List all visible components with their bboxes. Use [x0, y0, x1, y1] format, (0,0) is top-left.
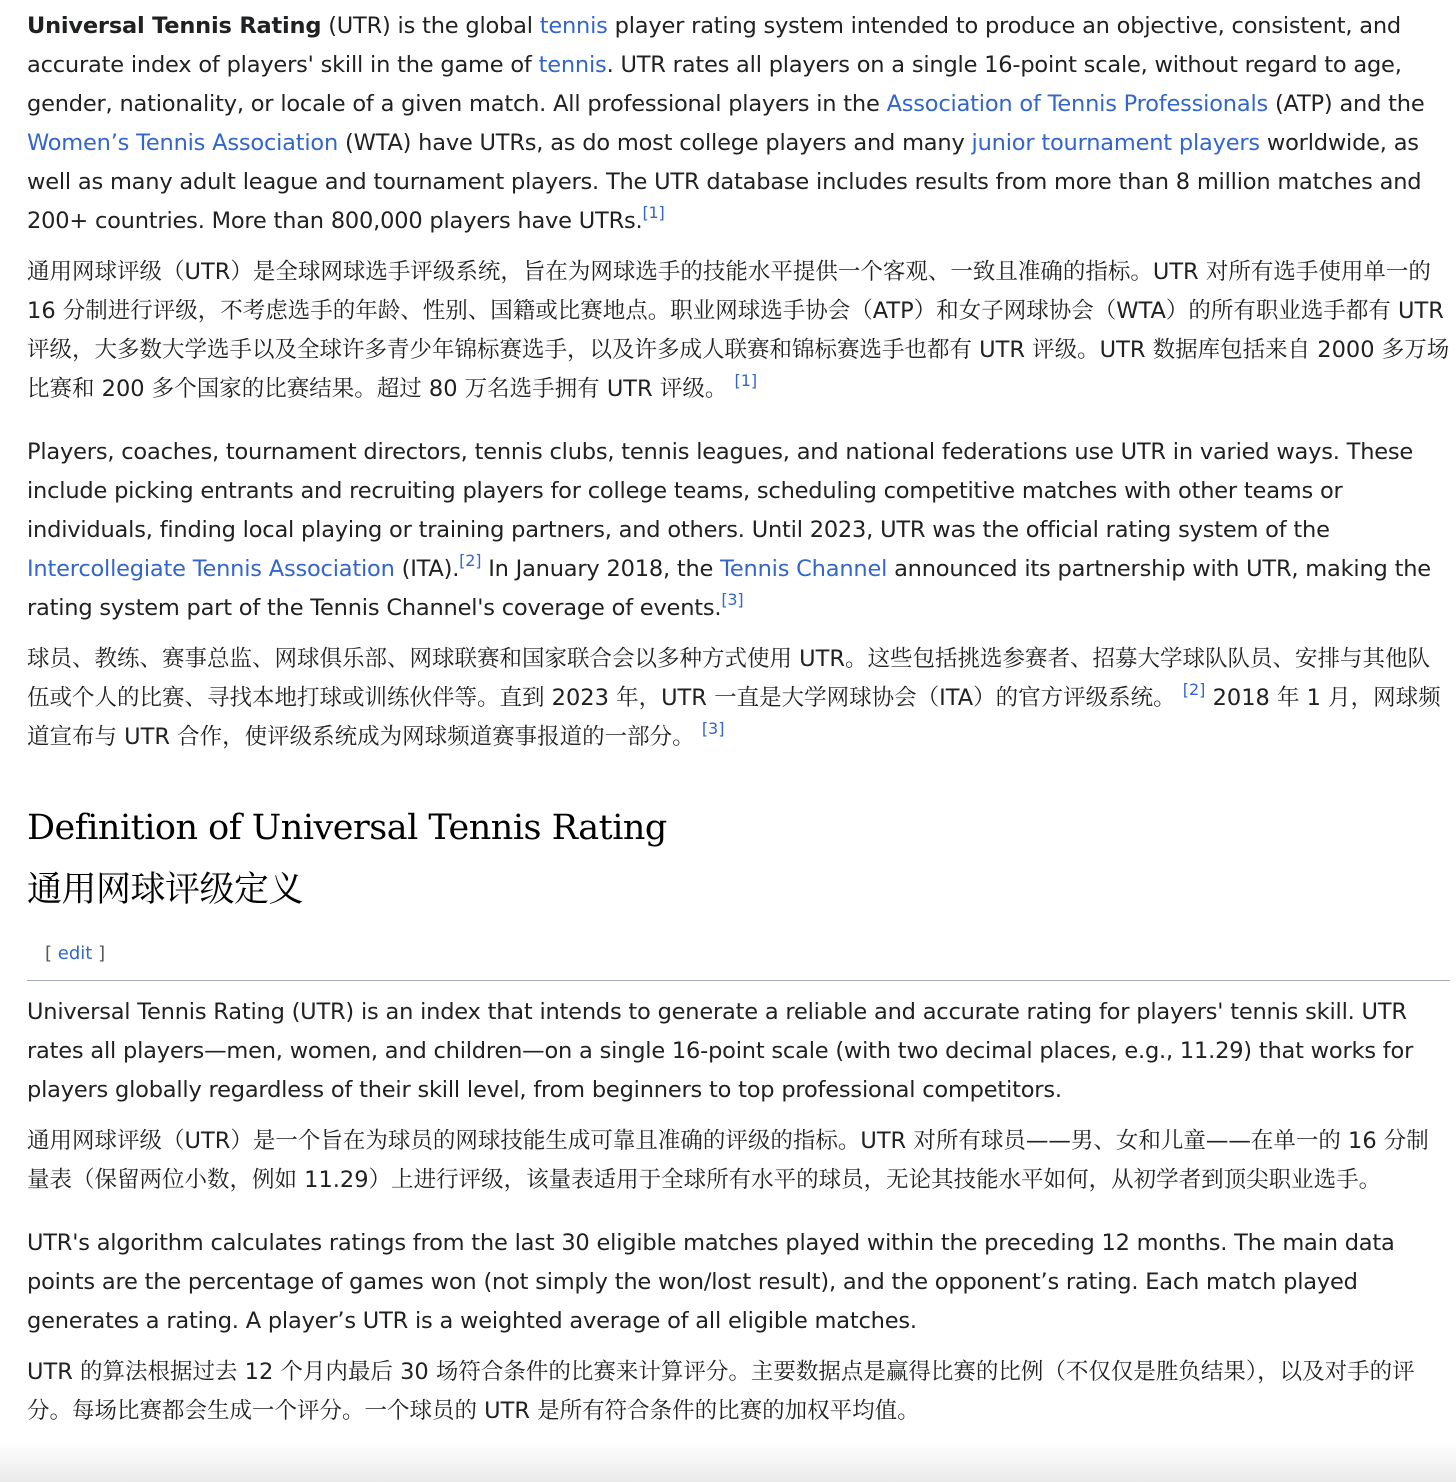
reference-2-zh[interactable]: [2]	[1182, 679, 1206, 699]
link-junior-players[interactable]: junior tournament players	[971, 130, 1260, 156]
definition-paragraph-en: Universal Tennis Rating (UTR) is an index that intends to generate a reliable and accurate rating for players' tennis skill. UTR rates all players—men, women, and children—on a single 16-point scale (with two decimal places, e.g., 11.29) that works for players globally regardless of their skill level, from beginners to top professional competitors.	[27, 999, 1414, 1103]
bottom-fade	[0, 1442, 1456, 1482]
definition-paragraph-zh: 通用网球评级（UTR）是一个旨在为球员的网球技能生成可靠且准确的评级的指标。UTR 对所有球员——男、女和儿童——在单一的 16 分制量表（保留两位小数，例如 11.29）上进行评级，该量表适用于全球所有水平的球员，无论其技能水平如何，从初学者到顶尖职业选手。	[27, 1128, 1429, 1193]
reference-1[interactable]: [1]	[642, 202, 665, 222]
section-heading-en: Definition of Universal Tennis Rating	[27, 808, 667, 848]
section-heading-zh: 通用网球评级定义	[27, 870, 304, 910]
usage-paragraph-zh: 球员、教练、赛事总监、网球俱乐部、网球联赛和国家联合会以多种方式使用 UTR。这些包括挑选参赛者、招募大学球队队员、安排与其他队伍或个人的比赛、寻找本地打球或训练伙伴等。直到 2023 年，UTR 一直是大学网球协会（ITA）的官方评级系统。 [2] 2018 年 1 月，网球频道宣布与 UTR 合作，使评级系统成为网球频道赛事报道的一部分。 [3]	[27, 646, 1441, 750]
link-tennis-game[interactable]: tennis	[538, 52, 607, 78]
reference-1-zh[interactable]: [1]	[734, 370, 758, 390]
article-content	[27, 0, 1450, 1431]
reference-3-zh[interactable]: [3]	[701, 718, 725, 738]
edit-link[interactable]: edit	[57, 943, 93, 964]
reference-3[interactable]: [3]	[721, 589, 744, 609]
intro-paragraph-zh: 通用网球评级（UTR）是全球网球选手评级系统，旨在为网球选手的技能水平提供一个客观、一致且准确的指标。UTR 对所有选手使用单一的 16 分制进行评级，不考虑选手的年龄、性别、国籍或比赛地点。职业网球选手协会（ATP）和女子网球协会（WTA）的所有职业选手都有 UTR 评级，大多数大学选手以及全球许多青少年锦标赛选手，以及许多成人联赛和锦标赛选手也都有 UTR 评级。UTR 数据库包括来自 2000 多万场比赛和 200 多个国家的比赛结果。超过 80 万名选手拥有 UTR 评级。 [1]	[27, 259, 1450, 402]
intro-paragraph-en: Universal Tennis Rating (UTR) is the global tennis player rating system intended to produce an objective, consistent, and accurate index of players' skill in the game of tennis. UTR rates all players on a single 16-point scale, without regard to age, gender, nationality, or locale of a given match. All professional players in the Association of Tennis Professionals (ATP) and the Women’s Tennis Association (WTA) have UTRs, as do most college players and many junior tournament players worldwide, as well as many adult league and tournament players. The UTR database includes results from more than 8 million matches and 200+ countries. More than 800,000 players have UTRs.[1]	[27, 13, 1425, 234]
section-edit: [ edit ]	[45, 943, 106, 964]
algorithm-paragraph-zh: UTR 的算法根据过去 12 个月内最后 30 场符合条件的比赛来计算评分。主要数据点是赢得比赛的比例（不仅仅是胜负结果），以及对手的评分。每场比赛都会生成一个评分。一个球员的 UTR 是所有符合条件的比赛的加权平均值。	[27, 1359, 1415, 1424]
article-subject-bold: Universal Tennis Rating	[27, 13, 322, 39]
link-tennis-channel[interactable]: Tennis Channel	[720, 556, 888, 582]
link-wta[interactable]: Women’s Tennis Association	[27, 130, 339, 156]
algorithm-paragraph-en: UTR's algorithm calculates ratings from the last 30 eligible matches played within the preceding 12 months. The main data points are the percentage of games won (not simply the won/lost result), and the opponent’s rating. Each match played generates a rating. A player’s UTR is a weighted average of all eligible matches.	[27, 1230, 1395, 1334]
link-ita[interactable]: Intercollegiate Tennis Association	[27, 556, 395, 582]
section-divider	[27, 980, 1450, 981]
reference-2[interactable]: [2]	[459, 550, 482, 570]
usage-paragraph-en: Players, coaches, tournament directors, tennis clubs, tennis leagues, and national federations use UTR in varied ways. These include picking entrants and recruiting players for college teams, scheduling competitive matches with other teams or individuals, finding local playing or training partners, and others. Until 2023, UTR was the official rating system of the Intercollegiate Tennis Association (ITA).[2] In January 2018, the Tennis Channel announced its partnership with UTR, making the rating system part of the Tennis Channel's coverage of events.[3]	[27, 439, 1431, 621]
link-atp[interactable]: Association of Tennis Professionals	[886, 91, 1269, 117]
link-tennis[interactable]: tennis	[539, 13, 608, 39]
